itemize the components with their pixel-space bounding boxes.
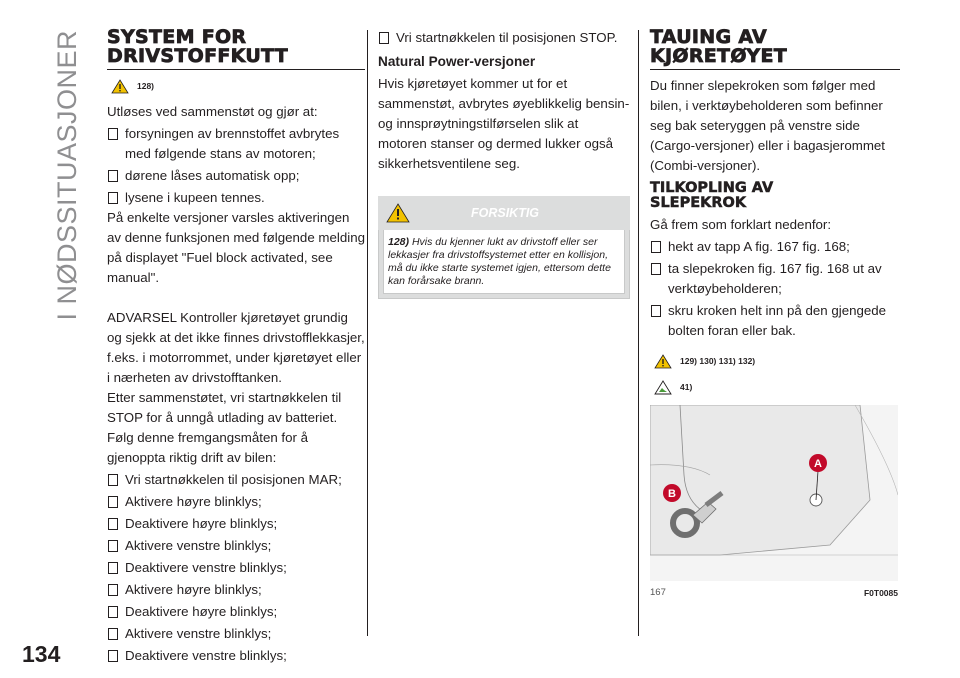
checkbox-bullet-icon xyxy=(651,305,661,317)
subheading-natural-power: Natural Power-versjoner xyxy=(378,54,536,69)
list-item: forsyningen av brennstoffet avbrytes med følgende stans av motoren; xyxy=(107,124,365,164)
label-b: B xyxy=(668,488,676,500)
environment-reference: 41) xyxy=(654,377,900,397)
checkbox-bullet-icon xyxy=(108,128,118,140)
column-towing xyxy=(650,28,900,603)
warning-paragraph: ADVARSEL Kontroller kjøretøyet grundig og sjekk at det ikke finnes drivstofflekkasjer, f.eks. i motorrommet, under kjøretøyet eller i nærheten av drivstofftanken. xyxy=(107,310,365,385)
checkbox-bullet-icon xyxy=(651,263,661,275)
checkbox-bullet-icon xyxy=(379,32,389,44)
checkbox-bullet-icon xyxy=(108,540,118,552)
paragraph: Hvis kjøretøyet kommer ut for et sammenstøt, avbrytes øyeblikkelig bensin- og innsprøytningstilførselen slik at motoren stanser og dermed lukker også sikkerhetsventilene seg. xyxy=(378,76,630,171)
heading-towing: TAUING AV KJØRETØYET xyxy=(650,28,900,70)
heading-fuel-cutoff: SYSTEM FOR DRIVSTOFFKUTT xyxy=(107,28,365,70)
checkbox-bullet-icon xyxy=(108,474,118,486)
subheading-tow-hook: TILKOPLING AV SLEPEKROK xyxy=(650,180,774,211)
paragraph: På enkelte versjoner varsles aktiveringen av denne funksjonen med følgende melding på displayet "Fuel block activated, see manual". xyxy=(107,210,365,285)
list-item: Deaktivere høyre blinklys; xyxy=(107,602,365,622)
warning-reference: 128) xyxy=(111,76,365,96)
caution-text: 128) Hvis du kjenner lukt av drivstoff eller ser lekkasjer fra drivstoffsystemet etter en kollisjon, må du ikke starte systemet igjen, ettersom dette kan forårsake brann. xyxy=(383,230,625,294)
checkbox-bullet-icon xyxy=(108,170,118,182)
column-divider xyxy=(367,30,368,636)
intro-text: Du finner slepekroken som følger med bilen, i verktøybeholderen som befinner seg bak seteryggen på venstre side (Cargo-versjoner) eller i bagasjerommet (Combi-versjoner). xyxy=(650,78,885,173)
list-item: Aktivere venstre blinklys; xyxy=(107,536,365,556)
list-item: ta slepekroken fig. 167 fig. 168 ut av verktøybeholderen; xyxy=(650,259,900,299)
section-side-tab-label: I NØDSSITUASJONER xyxy=(51,30,82,321)
list-item: dørene låses automatisk opp; xyxy=(107,166,365,186)
list-item: Deaktivere venstre blinklys; xyxy=(107,646,365,666)
steps-intro: Gå frem som forklart nedenfor: xyxy=(650,217,832,232)
checkbox-bullet-icon xyxy=(108,606,118,618)
list-item: skru kroken helt inn på den gjengede bolten foran eller bak. xyxy=(650,301,900,341)
list-item: Aktivere venstre blinklys; xyxy=(107,624,365,644)
bullet-list xyxy=(650,237,900,341)
checkbox-bullet-icon xyxy=(108,192,118,204)
list-item: Deaktivere venstre blinklys; xyxy=(107,558,365,578)
tow-hook-illustration xyxy=(650,405,898,581)
list-item: Deaktivere høyre blinklys; xyxy=(107,514,365,534)
column-natural-power xyxy=(378,28,630,299)
checkbox-bullet-icon xyxy=(108,628,118,640)
column-divider xyxy=(638,30,639,636)
section-side-tab xyxy=(44,24,90,614)
checkbox-bullet-icon xyxy=(108,562,118,574)
caution-title: FORSIKTIG xyxy=(470,206,540,220)
list-item: Aktivere høyre blinklys; xyxy=(107,492,365,512)
figure-caption xyxy=(650,583,898,603)
column-fuel-cutoff xyxy=(107,28,365,666)
list-item: Vri startnøkkelen til posisjonen MAR; xyxy=(107,470,365,490)
warning-triangle-icon xyxy=(386,203,410,223)
warning-reference: 129) 130) 131) 132) xyxy=(654,351,900,371)
warning-triangle-icon xyxy=(654,354,672,369)
checkbox-bullet-icon xyxy=(108,584,118,596)
figure-number: 167 xyxy=(650,587,666,598)
warning-triangle-icon xyxy=(111,79,129,94)
bullet-list xyxy=(107,470,365,666)
checkbox-bullet-icon xyxy=(651,241,661,253)
figure-code: F0T0085 xyxy=(863,588,898,598)
checkbox-bullet-icon xyxy=(108,518,118,530)
page-number: 134 xyxy=(22,641,61,667)
caution-box xyxy=(378,196,630,299)
environment-triangle-icon xyxy=(654,380,672,395)
caution-header xyxy=(378,196,630,230)
paragraph: Etter sammenstøtet, vri startnøkkelen til STOP for å unngå utlading av batteriet. Følg denne fremgangsmåten for å gjenoppta riktig drift av bilen: xyxy=(107,390,342,465)
label-a: A xyxy=(814,458,822,470)
checkbox-bullet-icon xyxy=(108,496,118,508)
checkbox-bullet-icon xyxy=(108,650,118,662)
intro-text: Utløses ved sammenstøt og gjør at: xyxy=(107,104,318,119)
list-item: Vri startnøkkelen til posisjonen STOP. xyxy=(378,28,630,48)
list-item: Aktivere høyre blinklys; xyxy=(107,580,365,600)
list-item: lysene i kupeen tennes. xyxy=(107,188,365,208)
figure-tow-hook xyxy=(650,405,898,581)
list-item: hekt av tapp A fig. 167 fig. 168; xyxy=(650,237,900,257)
bullet-list xyxy=(107,124,365,208)
